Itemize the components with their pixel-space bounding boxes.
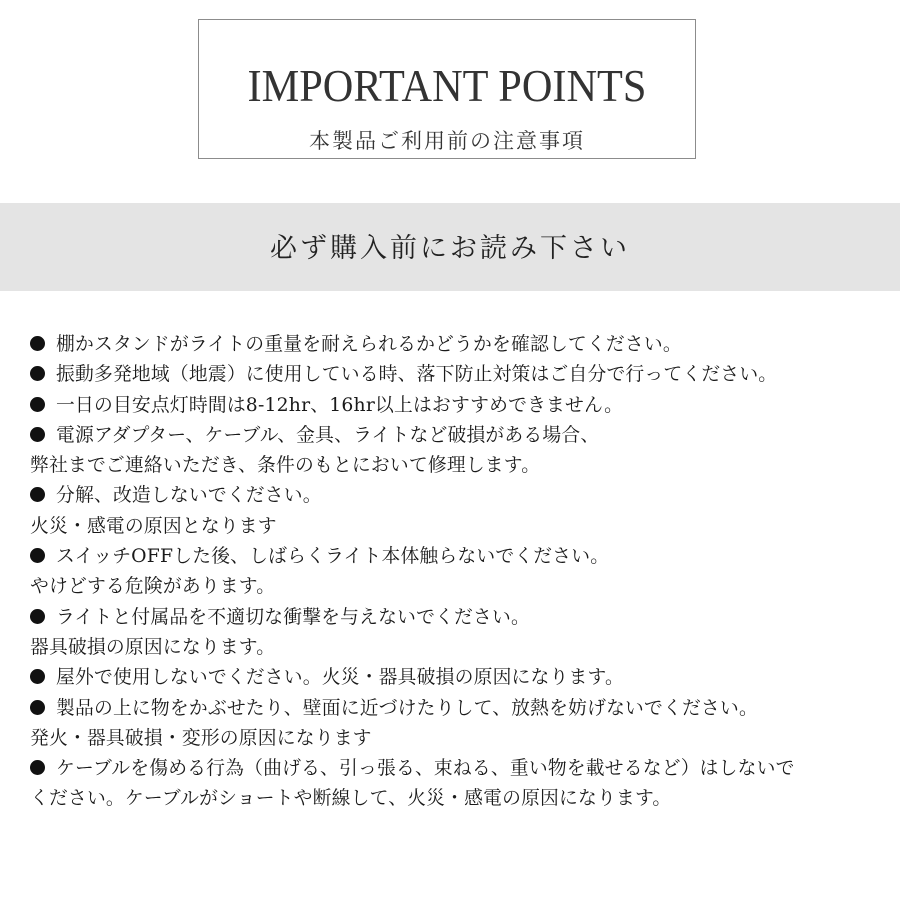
caution-item [30, 421, 880, 451]
caution-item-continuation [30, 784, 880, 814]
caution-text: 屋外で使用しないでください。火災・器具破損の原因になります。 [56, 667, 624, 689]
bullet-icon [30, 487, 45, 502]
caution-item [30, 391, 880, 421]
caution-item [30, 603, 880, 633]
caution-text: 棚かスタンドがライトの重量を耐えられるかどうかを確認してください。 [56, 334, 682, 355]
caution-item [30, 360, 880, 390]
bullet-icon [30, 427, 45, 442]
caution-item [30, 330, 880, 360]
caution-item [30, 542, 880, 572]
caution-item [30, 754, 880, 784]
page-title: IMPORTANT POINTS [247, 60, 647, 111]
caution-text: 弊社までご連絡いただき、条件のもとにおいて修理します。 [30, 455, 541, 477]
bullet-icon [30, 669, 45, 684]
caution-text: ください。ケーブルがショートや断線して、火災・感電の原因になります。 [30, 788, 672, 810]
caution-text: ケーブルを傷める行為（曲げる、引っ張る、束ねる、重い物を載せるなど）はしないで [56, 758, 795, 780]
caution-text: 器具破損の原因になります。 [30, 636, 276, 658]
bullet-icon [30, 548, 45, 563]
caution-list [30, 330, 880, 815]
caution-text: 発火・器具破損・変形の原因になります [30, 727, 372, 749]
caution-item [30, 694, 880, 724]
caution-text: 火災・感電の原因となります [30, 515, 277, 537]
caution-text: 振動多発地域（地震）に使用している時、落下防止対策はご自分で行ってください。 [56, 364, 778, 386]
caution-text: やけどする危険があります。 [30, 576, 276, 598]
notice-banner-text: 必ず購入前にお読み下さい [270, 233, 630, 264]
notice-banner [0, 203, 900, 291]
caution-item-continuation [30, 572, 880, 602]
caution-item-continuation [30, 724, 880, 754]
caution-text: 分解、改造しないでください。 [56, 485, 322, 507]
caution-text: スイッチOFFした後、しばらくライト本体触らないでください。 [56, 546, 610, 568]
bullet-icon [30, 700, 45, 715]
title-box [198, 19, 696, 159]
caution-item-continuation [30, 512, 880, 542]
bullet-icon [30, 609, 45, 624]
caution-text: 製品の上に物をかぶせたり、壁面に近づけたりして、放熱を妨げないでください。 [56, 697, 758, 719]
caution-item-continuation [30, 451, 880, 481]
bullet-icon [30, 336, 45, 351]
bullet-icon [30, 760, 45, 775]
caution-text: 一日の目安点灯時間は8-12hr、16hr以上はおすすめできません。 [56, 394, 624, 416]
bullet-icon [30, 366, 45, 381]
bullet-icon [30, 397, 45, 412]
caution-item-continuation [30, 633, 880, 663]
caution-item [30, 663, 880, 693]
caution-text: 電源アダプター、ケーブル、金具、ライトなど破損がある場合、 [56, 424, 600, 446]
caution-item [30, 481, 880, 511]
page-subtitle: 本製品ご利用前の注意事項 [309, 129, 585, 153]
caution-text: ライトと付属品を不適切な衝撃を与えないでください。 [56, 606, 530, 628]
